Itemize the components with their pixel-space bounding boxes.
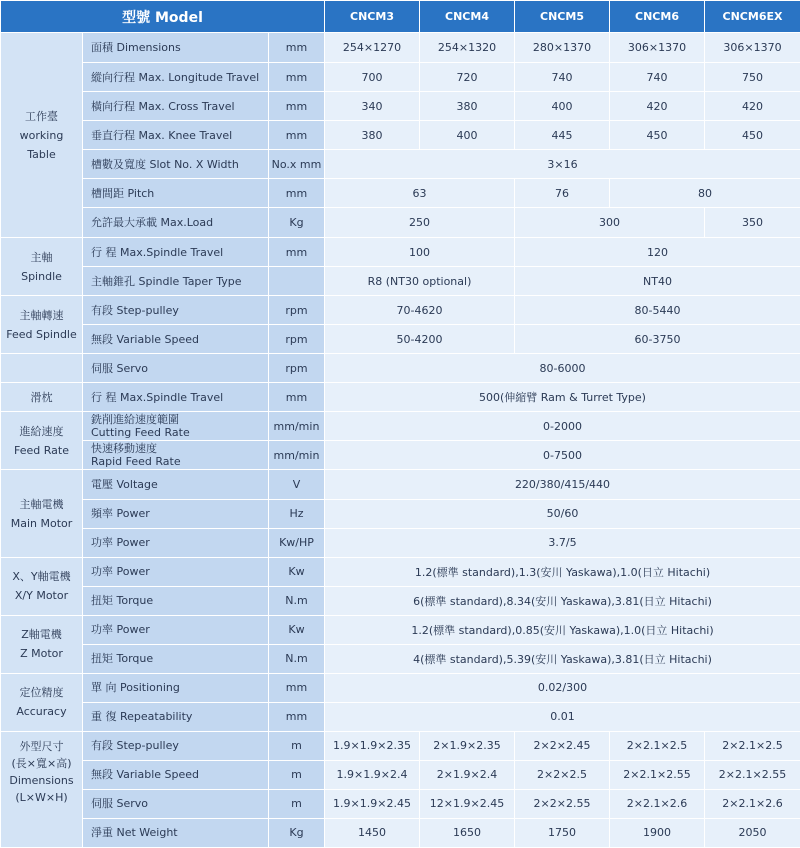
row-unit	[269, 267, 325, 296]
row-label: 橫向行程 Max. Cross Travel	[83, 92, 269, 121]
cell-value: 0-2000	[325, 412, 800, 441]
model-cncm6ex-header: CNCM6EX	[705, 1, 800, 33]
cell-value: 1.9×1.9×2.35	[325, 731, 420, 760]
cell-value: 450	[610, 121, 705, 150]
cell-value: 2×2×2.55	[515, 789, 610, 818]
group-feed-rate	[1, 412, 83, 470]
cell-value: 300	[515, 208, 705, 238]
cell-value: 340	[325, 92, 420, 121]
row-label: 功率 Power	[83, 557, 269, 586]
cell-value: 50-4200	[325, 325, 515, 354]
table-row	[1, 499, 800, 528]
cell-value: 450	[705, 121, 800, 150]
cell-value: 1.9×1.9×2.45	[325, 789, 420, 818]
cell-value: 80	[610, 179, 800, 208]
table-row	[1, 412, 800, 441]
row-label: 功率 Power	[83, 528, 269, 557]
table-row	[1, 208, 800, 238]
row-unit: rpm	[269, 354, 325, 383]
row-label	[83, 412, 269, 441]
row-unit: m	[269, 731, 325, 760]
row-unit: mm	[269, 63, 325, 92]
row-label: 單 向 Positioning	[83, 673, 269, 702]
group-label: Dimensions	[9, 773, 74, 787]
cell-value: 2×2×2.5	[515, 760, 610, 789]
cell-value: 280×1370	[515, 33, 610, 63]
cell-value: 400	[420, 121, 515, 150]
model-header: 型號 Model	[1, 1, 325, 33]
group-label: (L×W×H)	[15, 790, 68, 804]
cell-value: 720	[420, 63, 515, 92]
group-label: Z軸電機	[21, 628, 62, 642]
table-row	[1, 441, 800, 470]
table-row	[1, 760, 800, 789]
row-label: 扭矩 Torque	[83, 644, 269, 673]
cell-value: 0.01	[325, 702, 800, 731]
group-label: 主軸	[30, 250, 53, 264]
group-label: 進給速度	[19, 424, 64, 438]
cell-value: 2×2.1×2.6	[610, 789, 705, 818]
table-row	[1, 33, 800, 63]
row-unit: N.m	[269, 644, 325, 673]
row-label: 扭矩 Torque	[83, 586, 269, 615]
row-unit: m	[269, 760, 325, 789]
cell-value: 250	[325, 208, 515, 238]
cell-value: 0-7500	[325, 441, 800, 470]
cell-value: 70-4620	[325, 296, 515, 325]
row-unit: rpm	[269, 296, 325, 325]
group-label: Spindle	[21, 269, 62, 283]
group-z-motor	[1, 615, 83, 673]
group-main-motor	[1, 470, 83, 557]
row-label: 淨重 Net Weight	[83, 818, 269, 847]
group-label: Z Motor	[20, 647, 63, 661]
row-unit: mm	[269, 179, 325, 208]
row-unit: mm	[269, 702, 325, 731]
table-row	[1, 296, 800, 325]
group-label: 主軸電機	[19, 497, 64, 511]
row-label: 伺服 Servo	[83, 789, 269, 818]
row-unit: rpm	[269, 325, 325, 354]
table-row	[1, 121, 800, 150]
row-unit: mm/min	[269, 412, 325, 441]
row-label: 功率 Power	[83, 615, 269, 644]
row-label: 槽間距 Pitch	[83, 179, 269, 208]
cell-value: 60-3750	[515, 325, 800, 354]
group-label: Table	[27, 147, 56, 161]
cell-value: 6(標準 standard),8.34(安川 Yaskawa),3.81(日立 Hitachi)	[325, 586, 800, 615]
row-label: 允許最大承載 Max.Load	[83, 208, 269, 238]
row-unit: Kw	[269, 615, 325, 644]
cell-value: 12×1.9×2.45	[420, 789, 515, 818]
cell-value: 76	[515, 179, 610, 208]
cell-value: 1900	[610, 818, 705, 847]
row-unit: mm	[269, 673, 325, 702]
group-label: working	[19, 128, 64, 142]
row-label: 頻率 Power	[83, 499, 269, 528]
row-label	[83, 441, 269, 470]
cell-value: 3×16	[325, 150, 800, 179]
model-cncm5-header: CNCM5	[515, 1, 610, 33]
row-label: 電壓 Voltage	[83, 470, 269, 499]
row-unit: V	[269, 470, 325, 499]
cell-value: 120	[515, 238, 800, 267]
row-unit: m	[269, 789, 325, 818]
cell-value: 254×1320	[420, 33, 515, 63]
group-feed-spindle	[1, 296, 83, 354]
cell-value: 1650	[420, 818, 515, 847]
row-unit: Kw	[269, 557, 325, 586]
table-row	[1, 644, 800, 673]
row-label: 重 復 Repeatability	[83, 702, 269, 731]
table-row	[1, 267, 800, 296]
row-label: 無段 Variable Speed	[83, 760, 269, 789]
cell-value: 500(伸縮臂 Ram & Turret Type)	[325, 383, 800, 412]
row-label: 無段 Variable Speed	[83, 325, 269, 354]
group-label: X、Y軸電機	[12, 570, 71, 584]
cell-value: 1.2(標準 standard),0.85(安川 Yaskawa),1.0(日立 Hitachi)	[325, 615, 800, 644]
group-label: 主軸轉速	[19, 308, 64, 322]
row-unit: mm	[269, 33, 325, 63]
cell-value: 2×2.1×2.5	[705, 731, 800, 760]
row-label-line: Cutting Feed Rate	[91, 426, 190, 440]
cell-value: 740	[610, 63, 705, 92]
cell-value: 1450	[325, 818, 420, 847]
model-cncm4-header: CNCM4	[420, 1, 515, 33]
table-row	[1, 383, 800, 412]
model-cncm3-header: CNCM3	[325, 1, 420, 33]
table-row	[1, 238, 800, 267]
table-row	[1, 731, 800, 760]
table-row	[1, 818, 800, 847]
table-row	[1, 63, 800, 92]
cell-value: 254×1270	[325, 33, 420, 63]
group-accuracy	[1, 673, 83, 731]
cell-value: 63	[325, 179, 515, 208]
cell-value: 2050	[705, 818, 800, 847]
cell-value: 80-6000	[325, 354, 800, 383]
table-row	[1, 150, 800, 179]
cell-value: 100	[325, 238, 515, 267]
cell-value: 2×2.1×2.6	[705, 789, 800, 818]
cell-value: 220/380/415/440	[325, 470, 800, 499]
table-row	[1, 470, 800, 499]
cell-value: 400	[515, 92, 610, 121]
row-unit: mm	[269, 238, 325, 267]
row-label-line: Rapid Feed Rate	[91, 455, 181, 469]
cell-value: 750	[705, 63, 800, 92]
group-xy-motor	[1, 557, 83, 615]
row-label: 有段 Step-pulley	[83, 296, 269, 325]
cell-value: 2×2.1×2.5	[610, 731, 705, 760]
cell-value: 80-5440	[515, 296, 800, 325]
table-row	[1, 92, 800, 121]
cell-value: NT40	[515, 267, 800, 296]
row-label: 伺服 Servo	[83, 354, 269, 383]
model-cncm6-header: CNCM6	[610, 1, 705, 33]
cell-value: 420	[705, 92, 800, 121]
group-working-table	[1, 33, 83, 238]
group-label: 滑枕	[30, 390, 53, 404]
row-label: 槽數及寬度 Slot No. X Width	[83, 150, 269, 179]
row-unit: mm/min	[269, 441, 325, 470]
row-unit: N.m	[269, 586, 325, 615]
cell-value: 2×2.1×2.55	[705, 760, 800, 789]
table-row	[1, 789, 800, 818]
cell-value: 380	[420, 92, 515, 121]
row-unit: mm	[269, 383, 325, 412]
group-label: (長×寬×高)	[11, 756, 72, 770]
cell-value: 350	[705, 208, 800, 238]
cell-value: 2×1.9×2.35	[420, 731, 515, 760]
row-label: 行 程 Max.Spindle Travel	[83, 238, 269, 267]
group-label: 工作臺	[25, 109, 58, 123]
table-row	[1, 325, 800, 354]
cell-value: 420	[610, 92, 705, 121]
header-row	[1, 1, 800, 33]
row-label: 行 程 Max.Spindle Travel	[83, 383, 269, 412]
group-label: 定位精度	[19, 686, 64, 700]
table-row	[1, 702, 800, 731]
cell-value: 1750	[515, 818, 610, 847]
group-empty	[1, 354, 83, 383]
row-label-line: 銑削進給速度範圍	[91, 413, 179, 427]
group-spindle	[1, 238, 83, 296]
cell-value: 4(標準 standard),5.39(安川 Yaskawa),3.81(日立 Hitachi)	[325, 644, 800, 673]
group-label: Main Motor	[10, 516, 73, 530]
row-label: 有段 Step-pulley	[83, 731, 269, 760]
cell-value: 700	[325, 63, 420, 92]
cell-value: 1.2(標準 standard),1.3(安川 Yaskawa),1.0(日立 Hitachi)	[325, 557, 800, 586]
row-label: 垂直行程 Max. Knee Travel	[83, 121, 269, 150]
row-unit: Hz	[269, 499, 325, 528]
cell-value: 3.7/5	[325, 528, 800, 557]
cell-value: 2×1.9×2.4	[420, 760, 515, 789]
cell-value: 306×1370	[610, 33, 705, 63]
table-row	[1, 615, 800, 644]
cell-value: R8 (NT30 optional)	[325, 267, 515, 296]
row-label: 面積 Dimensions	[83, 33, 269, 63]
group-ram	[1, 383, 83, 412]
table-row	[1, 179, 800, 208]
row-label: 縱向行程 Max. Longitude Travel	[83, 63, 269, 92]
row-unit: mm	[269, 121, 325, 150]
table-row	[1, 586, 800, 615]
cell-value: 1.9×1.9×2.4	[325, 760, 420, 789]
row-unit: No.x mm	[269, 150, 325, 179]
group-label: Accuracy	[16, 705, 67, 719]
group-label: 外型尺寸	[19, 739, 64, 753]
cell-value: 740	[515, 63, 610, 92]
group-dimensions	[1, 731, 83, 847]
row-unit: Kg	[269, 818, 325, 847]
cell-value: 0.02/300	[325, 673, 800, 702]
group-label: Feed Spindle	[6, 327, 77, 341]
cell-value: 445	[515, 121, 610, 150]
cell-value: 2×2×2.45	[515, 731, 610, 760]
row-unit: mm	[269, 92, 325, 121]
row-label: 主軸錐孔 Spindle Taper Type	[83, 267, 269, 296]
row-unit: Kg	[269, 208, 325, 238]
group-label: Feed Rate	[14, 443, 69, 457]
row-label-line: 快速移動速度	[91, 442, 157, 456]
row-unit: Kw/HP	[269, 528, 325, 557]
cell-value: 306×1370	[705, 33, 800, 63]
cell-value: 50/60	[325, 499, 800, 528]
table-row	[1, 354, 800, 383]
cell-value: 2×2.1×2.55	[610, 760, 705, 789]
table-row	[1, 528, 800, 557]
table-row	[1, 673, 800, 702]
cell-value: 380	[325, 121, 420, 150]
group-label: X/Y Motor	[14, 589, 69, 603]
table-row	[1, 557, 800, 586]
